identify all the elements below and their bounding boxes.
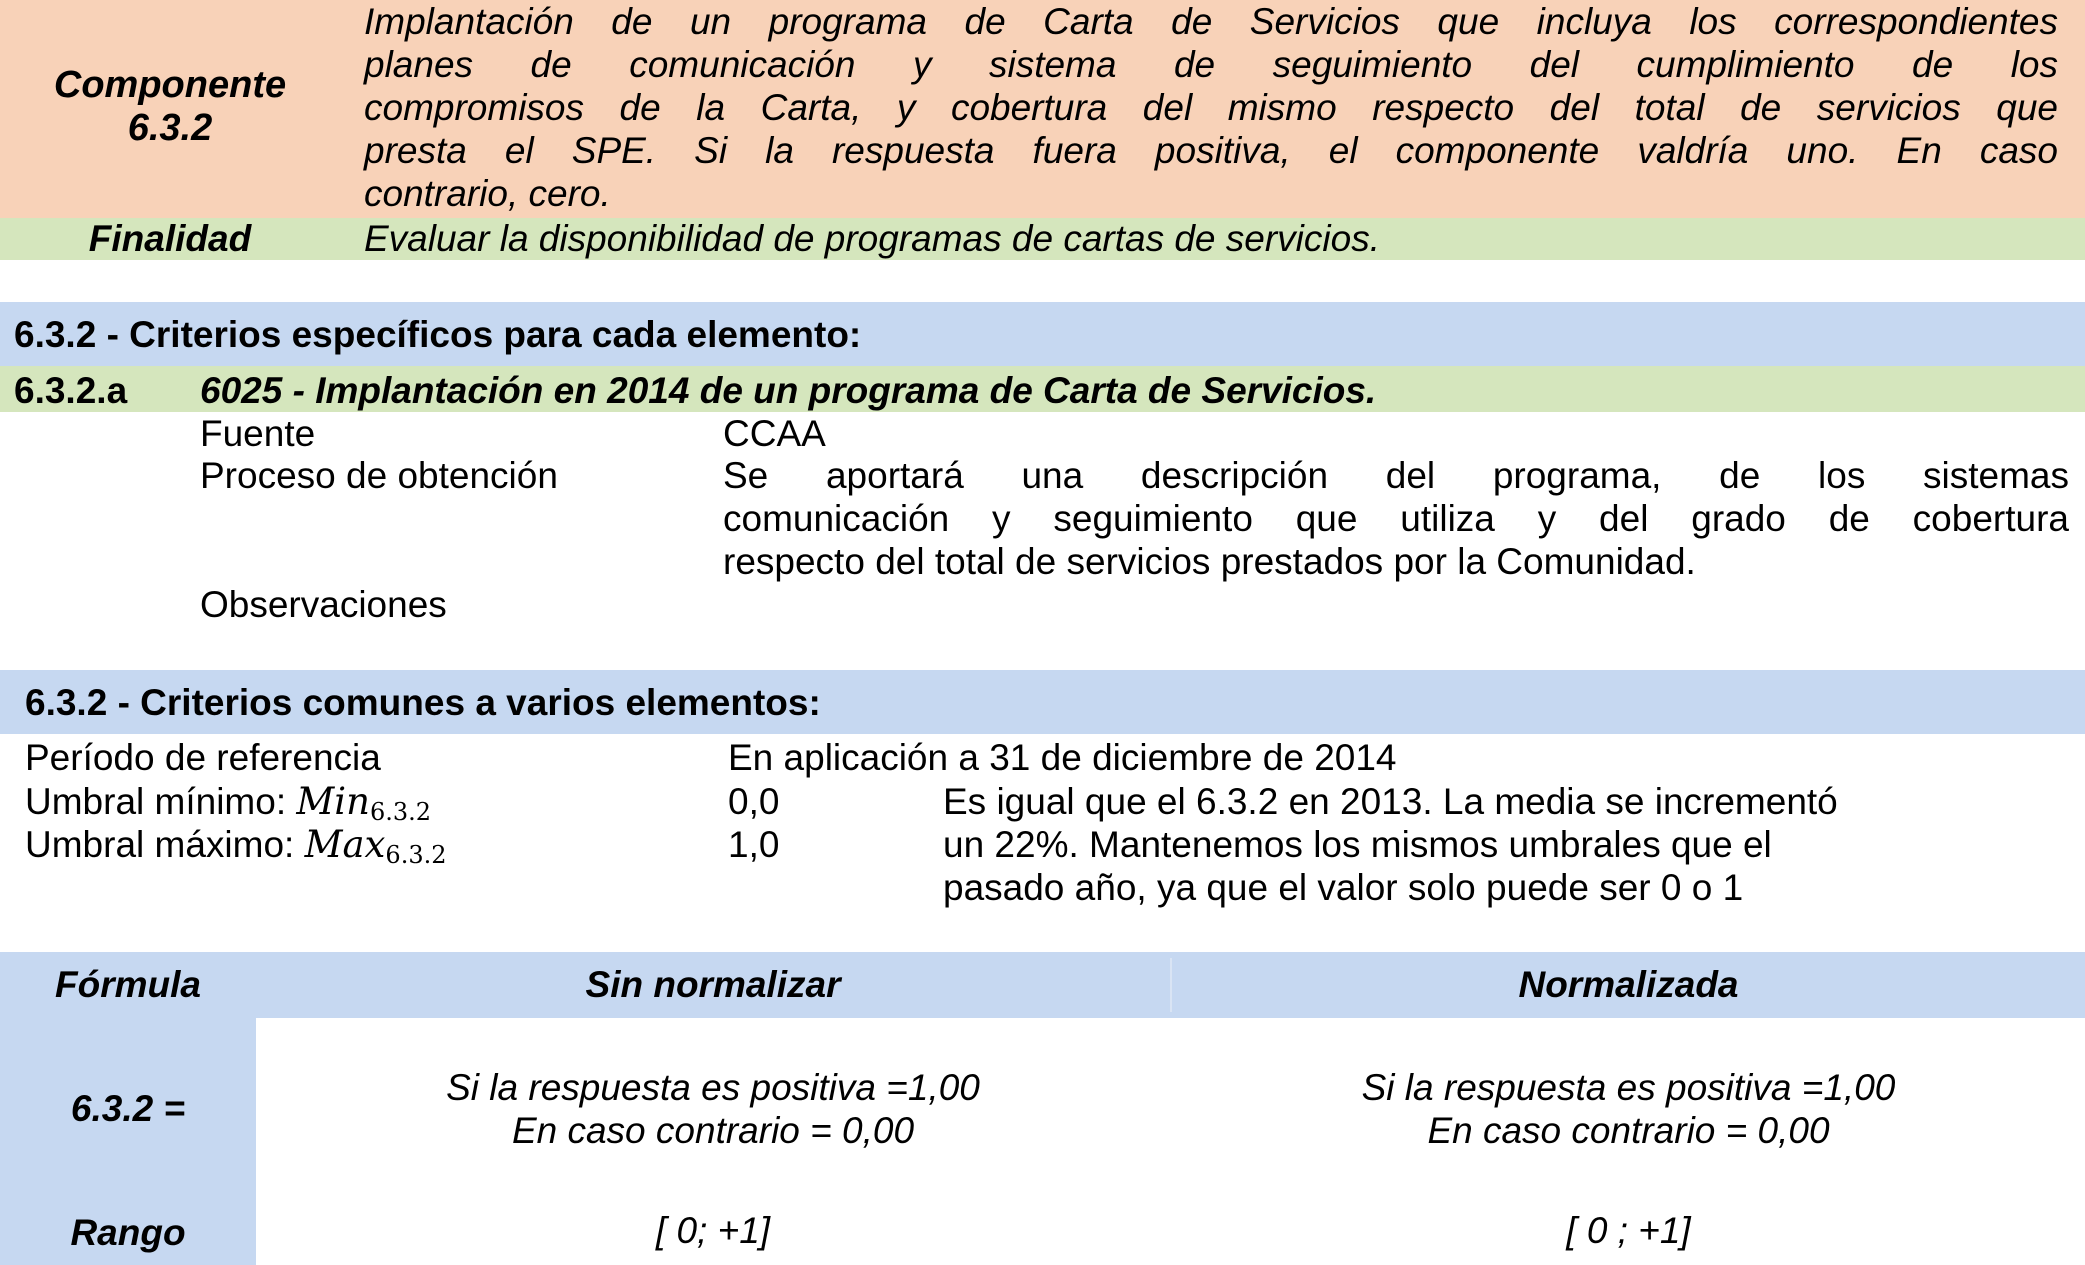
rango-sin-normalizar: [ 0; +1] <box>655 1210 771 1251</box>
formula-row-label: 6.3.2 = <box>70 1088 186 1129</box>
formula-header-normalizada: Normalizada <box>1518 964 1739 1005</box>
umbral-maximo-value: 1,0 <box>728 824 780 865</box>
rango-normalizada: [ 0 ; +1] <box>1566 1210 1691 1251</box>
componente-description: Implantación de un programa de Carta de Servicios que incluya los correspondientes planes de comunicación y sistema de seguimiento del cumplimiento de los compromisos de la Carta, y cobertura del mismo respecto del total de servicios que presta el SPE. Si la respuesta fuera positiva, el componente valdría uno. En caso contrario, cero. <box>364 1 2058 214</box>
componente-label: Componente 6.3.2 <box>53 64 287 149</box>
umbral-note: Es igual que el 6.3.2 en 2013. La media se incrementó un 22%. Mantenemos los mismos umbrales que el pasado año, ya que el valor solo puede ser 0 o 1 <box>943 781 1838 908</box>
umbral-maximo-label: Umbral máximo: Max$_{6.3.2}$ <box>25 823 447 869</box>
formula-header-formula: Fórmula <box>55 964 201 1005</box>
umbral-minimo-label: Umbral mínimo: Min$_{6.3.2}$ <box>25 780 432 826</box>
element-title: 6025 - Implantación en 2014 de un programa de Carta de Servicios. <box>200 370 1377 411</box>
element-code: 6.3.2.a <box>14 370 128 411</box>
criterios-especificos-heading: 6.3.2 - Criterios específicos para cada elemento: <box>14 314 862 355</box>
formula-sin-normalizar: Si la respuesta es positiva =1,00 En caso contrario = 0,00 <box>446 1067 980 1151</box>
criterios-comunes-heading: 6.3.2 - Criterios comunes a varios elementos: <box>25 682 821 723</box>
periodo-value: En aplicación a 31 de diciembre de 2014 <box>728 737 1397 778</box>
formula-normalizada: Si la respuesta es positiva =1,00 En caso contrario = 0,00 <box>1361 1067 1896 1151</box>
finalidad-text: Evaluar la disponibilidad de programas de cartas de servicios. <box>364 218 1380 259</box>
proceso-label: Proceso de obtención <box>200 455 558 496</box>
rango-label: Rango <box>70 1212 186 1253</box>
periodo-label: Período de referencia <box>25 737 381 778</box>
finalidad-label: Finalidad <box>88 218 252 259</box>
formula-header-sin-normalizar: Sin normalizar <box>585 964 841 1005</box>
fuente-value: CCAA <box>723 413 826 454</box>
observaciones-label: Observaciones <box>200 584 447 625</box>
proceso-value: Se aportará una descripción del programa, de los sistemas comunicación y seguimiento que utiliza y del grado de cobertura respecto del total de servicios prestados por la Comunidad. <box>723 455 2069 582</box>
fuente-label: Fuente <box>200 413 316 454</box>
umbral-minimo-value: 0,0 <box>728 781 780 822</box>
